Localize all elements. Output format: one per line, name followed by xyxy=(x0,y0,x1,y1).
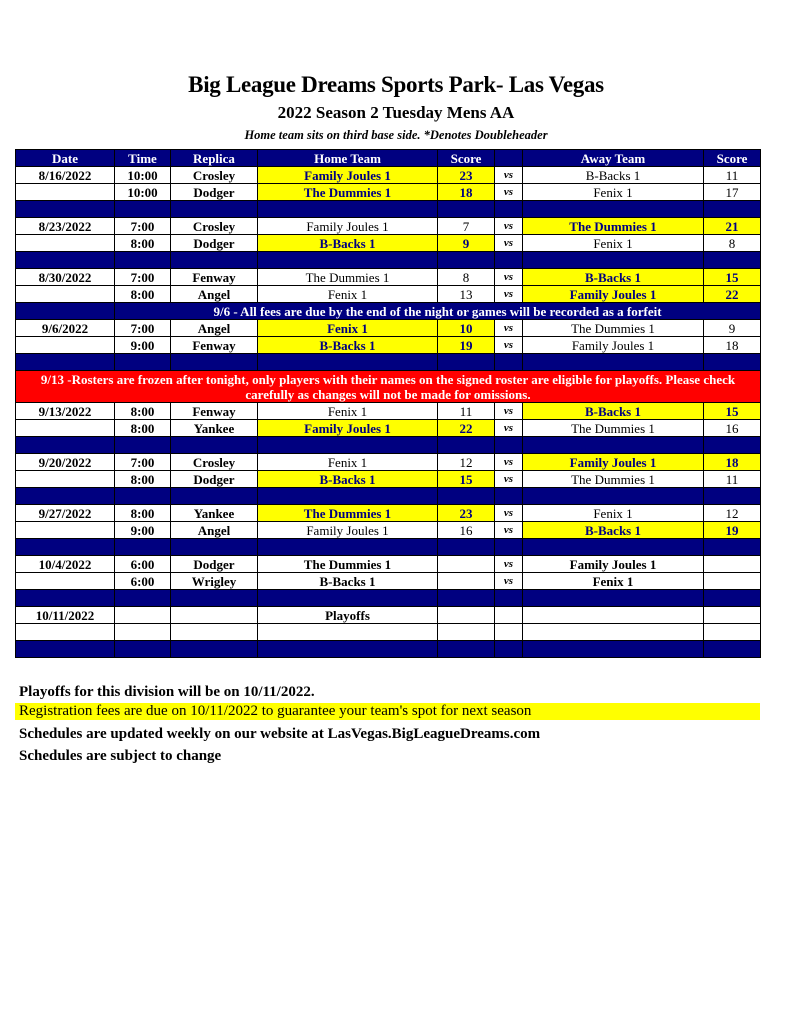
separator-row xyxy=(16,201,761,218)
game-date xyxy=(16,337,115,354)
vs-cell xyxy=(495,607,523,624)
game-replica: Dodger xyxy=(171,184,258,201)
game-replica: Crosley xyxy=(171,454,258,471)
separator-cell xyxy=(523,641,704,658)
vs-label: vs xyxy=(495,286,523,303)
game-replica: Crosley xyxy=(171,218,258,235)
home-team: Fenix 1 xyxy=(258,286,438,303)
away-score: 21 xyxy=(704,218,761,235)
separator-cell xyxy=(438,488,495,505)
game-row xyxy=(16,471,761,488)
home-team: Fenix 1 xyxy=(258,454,438,471)
game-row xyxy=(16,286,761,303)
separator-cell xyxy=(523,252,704,269)
game-time: 10:00 xyxy=(115,167,171,184)
vs-label: vs xyxy=(495,454,523,471)
game-replica: Yankee xyxy=(171,420,258,437)
game-date xyxy=(16,624,115,641)
separator-row xyxy=(16,539,761,556)
home-score: 22 xyxy=(438,420,495,437)
separator-cell xyxy=(438,539,495,556)
home-score xyxy=(438,556,495,573)
home-score: 7 xyxy=(438,218,495,235)
game-time: 8:00 xyxy=(115,286,171,303)
separator-cell xyxy=(495,641,523,658)
page-title: Big League Dreams Sports Park- Las Vegas xyxy=(188,72,604,97)
game-date xyxy=(16,420,115,437)
game-time: 7:00 xyxy=(115,269,171,286)
vs-label: vs xyxy=(495,471,523,488)
separator-cell xyxy=(495,539,523,556)
schedule-body xyxy=(16,150,761,658)
fees-notice-row xyxy=(16,303,761,320)
col-header-replica: Replica xyxy=(171,150,258,167)
separator-cell xyxy=(704,488,761,505)
home-score: 15 xyxy=(438,471,495,488)
separator-cell xyxy=(16,539,115,556)
game-replica xyxy=(171,624,258,641)
game-date xyxy=(16,471,115,488)
separator-cell xyxy=(438,437,495,454)
separator-cell xyxy=(495,488,523,505)
game-time: 8:00 xyxy=(115,403,171,420)
away-team: Fenix 1 xyxy=(523,573,704,590)
separator-cell xyxy=(438,201,495,218)
home-team: B-Backs 1 xyxy=(258,235,438,252)
away-score xyxy=(704,573,761,590)
home-score xyxy=(438,573,495,590)
away-team: Fenix 1 xyxy=(523,184,704,201)
separator-cell xyxy=(171,201,258,218)
playoffs-label xyxy=(258,624,438,641)
home-score: 11 xyxy=(438,403,495,420)
game-row xyxy=(16,505,761,522)
home-score: 16 xyxy=(438,522,495,539)
vs-label: vs xyxy=(495,420,523,437)
game-date: 10/4/2022 xyxy=(16,556,115,573)
separator-cell xyxy=(438,641,495,658)
separator-cell xyxy=(495,590,523,607)
away-team xyxy=(523,607,704,624)
home-score: 10 xyxy=(438,320,495,337)
away-score: 16 xyxy=(704,420,761,437)
vs-label: vs xyxy=(495,556,523,573)
home-team: The Dummies 1 xyxy=(258,269,438,286)
vs-label: vs xyxy=(495,337,523,354)
roster-alert-row xyxy=(16,371,761,403)
separator-cell xyxy=(523,488,704,505)
table-header-row xyxy=(16,150,761,167)
col-header-time: Time xyxy=(115,150,171,167)
away-score: 18 xyxy=(704,337,761,354)
game-date: 9/6/2022 xyxy=(16,320,115,337)
game-date xyxy=(16,522,115,539)
away-team: The Dummies 1 xyxy=(523,320,704,337)
away-score: 8 xyxy=(704,235,761,252)
away-score: 11 xyxy=(704,471,761,488)
vs-label: vs xyxy=(495,269,523,286)
separator-cell xyxy=(171,488,258,505)
vs-label: vs xyxy=(495,235,523,252)
separator-row xyxy=(16,354,761,371)
game-time: 8:00 xyxy=(115,505,171,522)
separator-cell xyxy=(171,641,258,658)
separator-cell xyxy=(704,539,761,556)
game-row xyxy=(16,403,761,420)
separator-cell xyxy=(438,354,495,371)
separator-cell xyxy=(115,201,171,218)
away-score: 15 xyxy=(704,269,761,286)
away-team: Family Joules 1 xyxy=(523,454,704,471)
game-replica: Fenway xyxy=(171,403,258,420)
away-score xyxy=(704,624,761,641)
away-team: The Dummies 1 xyxy=(523,471,704,488)
separator-row xyxy=(16,252,761,269)
separator-cell xyxy=(115,590,171,607)
game-replica: Dodger xyxy=(171,556,258,573)
game-row xyxy=(16,184,761,201)
separator-cell xyxy=(115,354,171,371)
away-team: B-Backs 1 xyxy=(523,522,704,539)
separator-row xyxy=(16,437,761,454)
away-score: 18 xyxy=(704,454,761,471)
separator-cell xyxy=(704,641,761,658)
game-time: 6:00 xyxy=(115,556,171,573)
away-team: The Dummies 1 xyxy=(523,420,704,437)
separator-cell xyxy=(258,539,438,556)
home-team: Family Joules 1 xyxy=(258,522,438,539)
game-time: 8:00 xyxy=(115,235,171,252)
separator-cell xyxy=(258,437,438,454)
game-row xyxy=(16,337,761,354)
separator-cell xyxy=(704,201,761,218)
col-header-away-team: Away Team xyxy=(523,150,704,167)
game-replica: Crosley xyxy=(171,167,258,184)
vs-label: vs xyxy=(495,522,523,539)
game-replica: Yankee xyxy=(171,505,258,522)
game-time: 7:00 xyxy=(115,454,171,471)
footer-playoffs-note: Playoffs for this division will be on 10/11/2022. xyxy=(19,684,315,700)
separator-cell xyxy=(16,590,115,607)
game-time xyxy=(115,624,171,641)
separator-cell xyxy=(115,539,171,556)
game-replica: Fenway xyxy=(171,269,258,286)
game-replica: Dodger xyxy=(171,235,258,252)
game-time: 6:00 xyxy=(115,573,171,590)
home-score: 23 xyxy=(438,505,495,522)
away-score: 11 xyxy=(704,167,761,184)
home-score: 9 xyxy=(438,235,495,252)
game-date xyxy=(16,573,115,590)
vs-label: vs xyxy=(495,320,523,337)
vs-label: vs xyxy=(495,403,523,420)
home-score: 18 xyxy=(438,184,495,201)
separator-cell xyxy=(115,437,171,454)
playoffs-row xyxy=(16,624,761,641)
separator-cell xyxy=(171,354,258,371)
away-team: Family Joules 1 xyxy=(523,556,704,573)
vs-label: vs xyxy=(495,573,523,590)
game-replica: Fenway xyxy=(171,337,258,354)
home-score: 23 xyxy=(438,167,495,184)
page-subtitle: 2022 Season 2 Tuesday Mens AA xyxy=(277,103,515,122)
home-team: B-Backs 1 xyxy=(258,471,438,488)
away-team: Family Joules 1 xyxy=(523,337,704,354)
roster-alert-text: 9/13 -Rosters are frozen after tonight, only players with their names on the signed roster are eligible for playoffs. Please check carefully as changes will not be made for omissions. xyxy=(16,371,761,403)
home-score: 19 xyxy=(438,337,495,354)
col-header-home-score: Score xyxy=(438,150,495,167)
away-score: 17 xyxy=(704,184,761,201)
separator-cell xyxy=(258,252,438,269)
away-team: Fenix 1 xyxy=(523,235,704,252)
game-date xyxy=(16,184,115,201)
home-team: The Dummies 1 xyxy=(258,505,438,522)
game-row xyxy=(16,218,761,235)
separator-cell xyxy=(16,641,115,658)
game-time: 7:00 xyxy=(115,218,171,235)
game-time: 9:00 xyxy=(115,337,171,354)
separator-cell xyxy=(258,488,438,505)
separator-cell xyxy=(16,354,115,371)
game-date: 8/16/2022 xyxy=(16,167,115,184)
game-replica: Angel xyxy=(171,320,258,337)
away-score: 22 xyxy=(704,286,761,303)
separator-cell xyxy=(438,590,495,607)
separator-cell xyxy=(171,590,258,607)
game-row xyxy=(16,420,761,437)
game-time: 10:00 xyxy=(115,184,171,201)
playoffs-row xyxy=(16,607,761,624)
home-team: The Dummies 1 xyxy=(258,184,438,201)
home-team: Family Joules 1 xyxy=(258,167,438,184)
home-team: Fenix 1 xyxy=(258,403,438,420)
col-header-date: Date xyxy=(16,150,115,167)
away-team: Fenix 1 xyxy=(523,505,704,522)
separator-cell xyxy=(171,437,258,454)
separator-cell xyxy=(115,488,171,505)
home-team: The Dummies 1 xyxy=(258,556,438,573)
home-team: Fenix 1 xyxy=(258,320,438,337)
home-score: 12 xyxy=(438,454,495,471)
separator-cell xyxy=(523,590,704,607)
game-date: 10/11/2022 xyxy=(16,607,115,624)
vs-label: vs xyxy=(495,218,523,235)
game-replica: Angel xyxy=(171,522,258,539)
away-team: B-Backs 1 xyxy=(523,269,704,286)
separator-cell xyxy=(523,354,704,371)
home-team: B-Backs 1 xyxy=(258,337,438,354)
separator-cell xyxy=(16,437,115,454)
separator-cell xyxy=(171,252,258,269)
game-time xyxy=(115,607,171,624)
schedule-table xyxy=(15,149,761,658)
separator-row xyxy=(16,590,761,607)
separator-cell xyxy=(495,354,523,371)
vs-label: vs xyxy=(495,505,523,522)
game-replica xyxy=(171,607,258,624)
away-score xyxy=(704,607,761,624)
separator-cell xyxy=(495,437,523,454)
home-score: 13 xyxy=(438,286,495,303)
separator-cell xyxy=(704,354,761,371)
game-replica: Wrigley xyxy=(171,573,258,590)
footer-change-note: Schedules are subject to change xyxy=(19,748,222,764)
game-time: 8:00 xyxy=(115,471,171,488)
separator-cell xyxy=(523,539,704,556)
game-date: 9/27/2022 xyxy=(16,505,115,522)
vs-label: vs xyxy=(495,167,523,184)
game-row xyxy=(16,522,761,539)
separator-cell xyxy=(258,641,438,658)
separator-cell xyxy=(115,641,171,658)
separator-cell xyxy=(495,252,523,269)
game-date: 9/13/2022 xyxy=(16,403,115,420)
col-header-vs xyxy=(495,150,523,167)
fees-notice-text: 9/6 - All fees are due by the end of the night or games will be recorded as a forfeit xyxy=(115,303,761,320)
game-row xyxy=(16,235,761,252)
col-header-home-team: Home Team xyxy=(258,150,438,167)
game-row xyxy=(16,556,761,573)
game-date: 9/20/2022 xyxy=(16,454,115,471)
home-score: 8 xyxy=(438,269,495,286)
away-score: 9 xyxy=(704,320,761,337)
away-team: B-Backs 1 xyxy=(523,167,704,184)
separator-cell xyxy=(171,539,258,556)
game-row xyxy=(16,269,761,286)
game-replica: Angel xyxy=(171,286,258,303)
footer-website-note: Schedules are updated weekly on our website at LasVegas.BigLeagueDreams.com xyxy=(19,726,541,742)
away-score: 12 xyxy=(704,505,761,522)
separator-cell xyxy=(16,252,115,269)
game-row xyxy=(16,454,761,471)
game-date xyxy=(16,286,115,303)
home-team: Family Joules 1 xyxy=(258,420,438,437)
separator-cell xyxy=(704,590,761,607)
separator-cell xyxy=(115,252,171,269)
separator-cell xyxy=(16,201,115,218)
home-team: Family Joules 1 xyxy=(258,218,438,235)
away-team xyxy=(523,624,704,641)
header-note: Home team sits on third base side. *Denotes Doubleheader xyxy=(244,128,548,142)
separator-cell xyxy=(495,201,523,218)
separator-cell xyxy=(438,252,495,269)
separator-cell xyxy=(523,201,704,218)
away-score: 19 xyxy=(704,522,761,539)
col-header-away-score: Score xyxy=(704,150,761,167)
game-replica: Dodger xyxy=(171,471,258,488)
vs-cell xyxy=(495,624,523,641)
separator-cell xyxy=(258,354,438,371)
footer-registration-note: Registration fees are due on 10/11/2022 to guarantee your team's spot for next season xyxy=(15,703,760,720)
game-time: 9:00 xyxy=(115,522,171,539)
home-score xyxy=(438,624,495,641)
away-team: Family Joules 1 xyxy=(523,286,704,303)
separator-cell xyxy=(704,252,761,269)
separator-cell xyxy=(258,201,438,218)
game-row xyxy=(16,320,761,337)
game-date: 8/23/2022 xyxy=(16,218,115,235)
away-score: 15 xyxy=(704,403,761,420)
game-time: 7:00 xyxy=(115,320,171,337)
game-date: 8/30/2022 xyxy=(16,269,115,286)
separator-cell xyxy=(16,488,115,505)
separator-cell xyxy=(523,437,704,454)
home-team: B-Backs 1 xyxy=(258,573,438,590)
vs-label: vs xyxy=(495,184,523,201)
separator-cell xyxy=(704,437,761,454)
separator-row xyxy=(16,641,761,658)
game-date xyxy=(16,235,115,252)
home-score xyxy=(438,607,495,624)
notice-date-cell xyxy=(16,303,115,320)
away-team: The Dummies 1 xyxy=(523,218,704,235)
playoffs-label: Playoffs xyxy=(258,607,438,624)
separator-row xyxy=(16,488,761,505)
separator-cell xyxy=(258,590,438,607)
game-row xyxy=(16,573,761,590)
away-team: B-Backs 1 xyxy=(523,403,704,420)
away-score xyxy=(704,556,761,573)
game-time: 8:00 xyxy=(115,420,171,437)
game-row xyxy=(16,167,761,184)
